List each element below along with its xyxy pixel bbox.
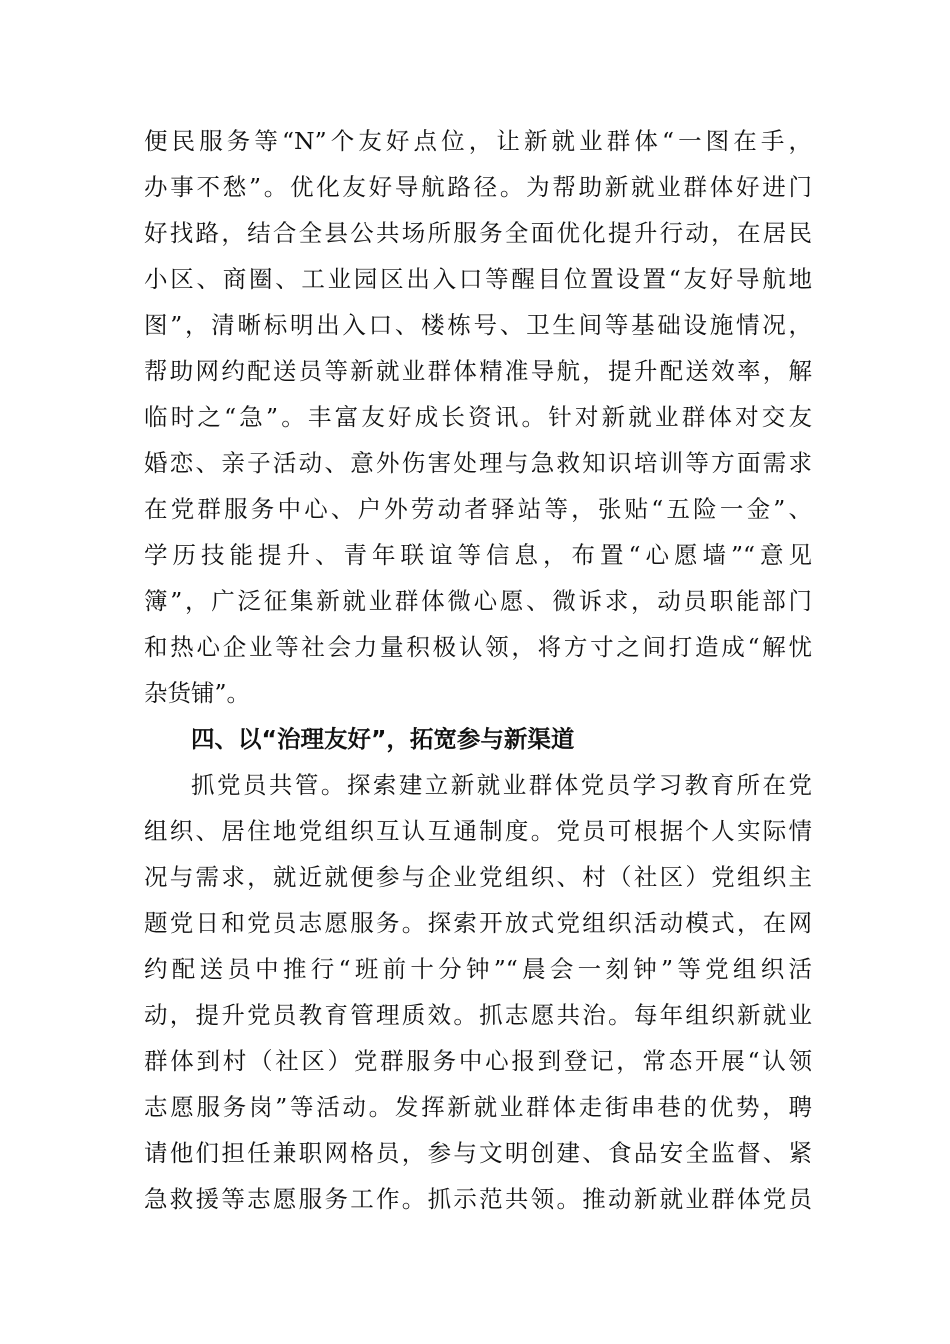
paragraph-line: 学历技能提升、青年联谊等信息，布置“心愿墙”“意见 bbox=[144, 541, 812, 569]
section-heading: 四、以“治理友好”，拓宽参与新渠道 bbox=[191, 725, 575, 753]
paragraph-line: 在党群服务中心、户外劳动者驿站等，张贴“五险一金”、 bbox=[144, 495, 812, 523]
paragraph-line: 便民服务等“N”个友好点位，让新就业群体“一图在手， bbox=[144, 127, 812, 155]
paragraph-line: 杂货铺”。 bbox=[144, 679, 251, 707]
paragraph-line: 好找路，结合全县公共场所服务全面优化提升行动，在居民 bbox=[144, 219, 812, 247]
paragraph-line: 簿”，广泛征集新就业群体微心愿、微诉求，动员职能部门 bbox=[144, 587, 812, 615]
paragraph-line: 帮助网约配送员等新就业群体精准导航，提升配送效率，解 bbox=[144, 357, 812, 385]
paragraph-line: 临时之“急”。丰富友好成长资讯。针对新就业群体对交友 bbox=[144, 403, 812, 431]
paragraph-line: 志愿服务岗”等活动。发挥新就业群体走街串巷的优势，聘 bbox=[144, 1093, 812, 1121]
paragraph-line: 和热心企业等社会力量积极认领，将方寸之间打造成“解忧 bbox=[144, 633, 812, 661]
paragraph-line: 抓党员共管。探索建立新就业群体党员学习教育所在党 bbox=[191, 771, 812, 799]
paragraph-line: 约配送员中推行“班前十分钟”“晨会一刻钟”等党组织活 bbox=[144, 955, 812, 983]
paragraph-line: 小区、商圈、工业园区出入口等醒目位置设置“友好导航地 bbox=[144, 265, 812, 293]
paragraph-line: 群体到村（社区）党群服务中心报到登记，常态开展“认领 bbox=[144, 1047, 812, 1075]
paragraph-line: 图”，清晰标明出入口、楼栋号、卫生间等基础设施情况， bbox=[144, 311, 812, 339]
paragraph-line: 动，提升党员教育管理质效。抓志愿共治。每年组织新就业 bbox=[144, 1001, 812, 1029]
paragraph-line: 婚恋、亲子活动、意外伤害处理与急救知识培训等方面需求 bbox=[144, 449, 812, 477]
paragraph-line: 办事不愁”。优化友好导航路径。为帮助新就业群体好进门 bbox=[144, 173, 812, 201]
paragraph-line: 急救援等志愿服务工作。抓示范共领。推动新就业群体党员 bbox=[144, 1185, 812, 1213]
paragraph-line: 况与需求，就近就便参与企业党组织、村（社区）党组织主 bbox=[144, 863, 812, 891]
paragraph-line: 组织、居住地党组织互认互通制度。党员可根据个人实际情 bbox=[144, 817, 812, 845]
paragraph-line: 请他们担任兼职网格员，参与文明创建、食品安全监督、紧 bbox=[144, 1139, 812, 1167]
paragraph-line: 题党日和党员志愿服务。探索开放式党组织活动模式，在网 bbox=[144, 909, 812, 937]
